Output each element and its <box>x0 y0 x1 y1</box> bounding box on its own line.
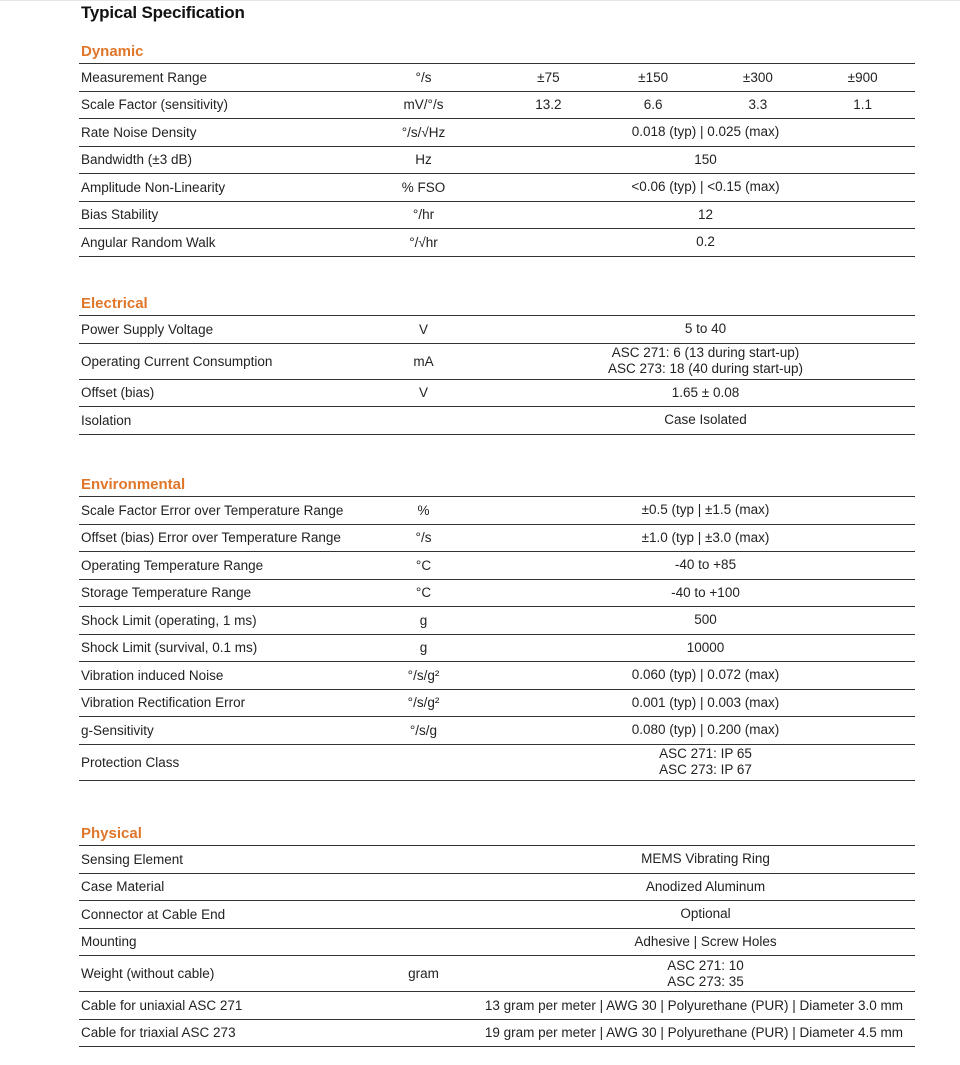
document-title: Typical Specification <box>81 3 245 22</box>
spec-value: -40 to +85 <box>674 557 737 573</box>
spec-value: Adhesive | Screw Holes <box>634 933 777 949</box>
spec-name: Offset (bias) Error over Temperature Range <box>81 530 341 546</box>
spec-name: Rate Noise Density <box>81 124 197 140</box>
spec-value: ±300 <box>742 69 773 85</box>
spec-value: 0.060 (typ) | 0.072 (max) <box>631 667 780 683</box>
section-dynamic <box>79 41 915 257</box>
spec-unit: °/s/g² <box>407 667 440 683</box>
spec-value: -40 to +100 <box>671 584 740 600</box>
spec-value-line: ASC 271: 6 (13 during start-up) <box>611 345 800 360</box>
spec-name: Weight (without cable) <box>81 966 215 981</box>
spec-unit: °/s <box>415 530 432 546</box>
spec-value-line: ASC 273: 18 (40 during start-up) <box>607 361 804 376</box>
spec-value: ±1.0 (typ | ±3.0 (max) <box>641 529 770 545</box>
spec-name: Scale Factor Error over Temperature Range <box>81 502 344 518</box>
spec-name: Shock Limit (operating, 1 ms) <box>81 612 257 628</box>
spec-name: Offset (bias) <box>81 385 155 401</box>
spec-value <box>496 345 915 377</box>
spec-value: ±0.5 (typ | ±1.5 (max) <box>641 502 770 518</box>
spec-unit: °C <box>415 557 432 573</box>
spec-name: g-Sensitivity <box>81 722 154 738</box>
spec-value: 150 <box>694 151 717 167</box>
top-border <box>0 0 960 1</box>
spec-unit: % <box>417 502 430 518</box>
spec-row <box>79 634 915 662</box>
spec-value: ±900 <box>847 69 878 85</box>
section-title: Physical <box>81 825 142 842</box>
spec-row <box>79 991 915 1019</box>
spec-value: 0.080 (typ) | 0.200 (max) <box>631 722 780 738</box>
spec-name: Angular Random Walk <box>81 234 216 250</box>
spec-row <box>79 91 915 119</box>
spec-row <box>79 1019 915 1048</box>
spec-name: Case Material <box>81 879 165 895</box>
section-title: Electrical <box>81 295 148 312</box>
spec-row <box>79 496 915 524</box>
spec-name: Operating Temperature Range <box>81 557 264 573</box>
spec-row <box>79 343 915 379</box>
spec-name: Sensing Element <box>81 851 184 867</box>
spec-value-line: ASC 273: 35 <box>667 973 744 989</box>
spec-values <box>496 70 915 85</box>
spec-row <box>79 524 915 552</box>
spec-name: Vibration Rectification Error <box>81 695 246 711</box>
spec-name: Isolation <box>81 412 132 428</box>
spec-value: ±150 <box>638 69 669 85</box>
spec-name: Protection Class <box>81 754 180 770</box>
spec-row <box>79 661 915 689</box>
spec-row <box>79 873 915 901</box>
section-title: Environmental <box>81 476 186 493</box>
spec-row <box>79 928 915 956</box>
spec-row <box>79 579 915 607</box>
spec-row <box>79 201 915 229</box>
section-title: Dynamic <box>81 43 144 60</box>
spec-unit: °/s/g² <box>407 695 440 711</box>
spec-unit: gram <box>408 966 439 981</box>
spec-name: Storage Temperature Range <box>81 585 252 601</box>
section-environmental <box>79 474 915 781</box>
spec-row <box>79 228 915 257</box>
spec-unit: °/√hr <box>409 234 438 250</box>
spec-value: 0.001 (typ) | 0.003 (max) <box>631 694 780 710</box>
spec-value: 6.6 <box>643 97 663 113</box>
spec-value: 5 to 40 <box>684 321 727 337</box>
spec-value: Optional <box>680 906 731 922</box>
spec-value: 1.65 ± 0.08 <box>671 384 740 400</box>
spec-row <box>79 63 915 91</box>
spec-name: Operating Current Consumption <box>81 353 273 369</box>
spec-value: 12 <box>697 206 714 222</box>
spec-row <box>79 955 915 991</box>
spec-unit: °/s/g <box>409 722 438 738</box>
spec-row <box>79 379 915 407</box>
spec-unit: °/s/√Hz <box>401 124 446 140</box>
section-electrical <box>79 293 915 435</box>
spec-value: ±75 <box>537 69 560 85</box>
spec-row <box>79 118 915 146</box>
spec-unit: mA <box>413 353 434 369</box>
spec-row <box>79 173 915 201</box>
spec-value: MEMS Vibrating Ring <box>641 851 770 867</box>
spec-row <box>79 606 915 634</box>
spec-unit: V <box>418 385 428 401</box>
spec-name: Connector at Cable End <box>81 906 226 922</box>
spec-value: Case Isolated <box>664 412 747 428</box>
spec-unit: % FSO <box>401 179 446 195</box>
spec-row <box>79 900 915 928</box>
spec-name: Cable for triaxial ASC 273 <box>81 1025 236 1041</box>
spec-name: Mounting <box>81 934 137 950</box>
spec-value: Anodized Aluminum <box>645 878 766 894</box>
spec-unit: g <box>419 612 428 628</box>
spec-value: <0.06 (typ) | <0.15 (max) <box>631 179 780 195</box>
spec-name: Scale Factor (sensitivity) <box>81 97 229 113</box>
spec-unit: Hz <box>415 152 432 168</box>
spec-value <box>496 746 915 778</box>
spec-unit: g <box>419 640 428 656</box>
spec-name: Vibration induced Noise <box>81 667 224 683</box>
spec-row <box>79 551 915 579</box>
spec-value: 10000 <box>686 639 725 655</box>
spec-value: 3.3 <box>748 97 768 113</box>
spec-row <box>79 406 915 435</box>
spec-unit: °/s <box>415 69 432 85</box>
spec-value: 13 gram per meter | AWG 30 | Polyurethane (PUR) | Diameter 3.0 mm <box>484 997 903 1013</box>
spec-name: Amplitude Non-Linearity <box>81 179 226 195</box>
spec-row <box>79 689 915 717</box>
spec-value: 13.2 <box>535 97 562 113</box>
spec-value-line: ASC 273: IP 67 <box>659 762 752 777</box>
spec-value-line: ASC 271: 10 <box>667 957 744 973</box>
spec-row <box>79 146 915 174</box>
spec-name: Measurement Range <box>81 69 208 85</box>
spec-value: 0.2 <box>696 234 715 250</box>
spec-value: 0.018 (typ) | 0.025 (max) <box>631 124 780 140</box>
spec-values <box>496 97 915 112</box>
spec-name: Cable for uniaxial ASC 271 <box>81 997 243 1013</box>
spec-row <box>79 315 915 343</box>
spec-value: 1.1 <box>853 97 873 113</box>
spec-row <box>79 744 915 781</box>
spec-name: Bandwidth (±3 dB) <box>81 152 192 168</box>
spec-value: 19 gram per meter | AWG 30 | Polyurethane (PUR) | Diameter 4.5 mm <box>484 1025 903 1041</box>
spec-unit: °/hr <box>412 207 435 223</box>
spec-name: Shock Limit (survival, 0.1 ms) <box>81 640 258 656</box>
spec-value <box>496 958 915 990</box>
spec-unit: V <box>418 321 428 337</box>
section-physical <box>79 823 915 1047</box>
spec-unit: mV/°/s <box>403 97 444 113</box>
spec-value: 500 <box>694 612 717 628</box>
spec-name: Power Supply Voltage <box>81 321 214 337</box>
spec-name: Bias Stability <box>81 207 159 223</box>
spec-unit: °C <box>415 585 432 601</box>
spec-row <box>79 845 915 873</box>
spec-value-line: ASC 271: IP 65 <box>659 746 752 761</box>
spec-row <box>79 716 915 744</box>
